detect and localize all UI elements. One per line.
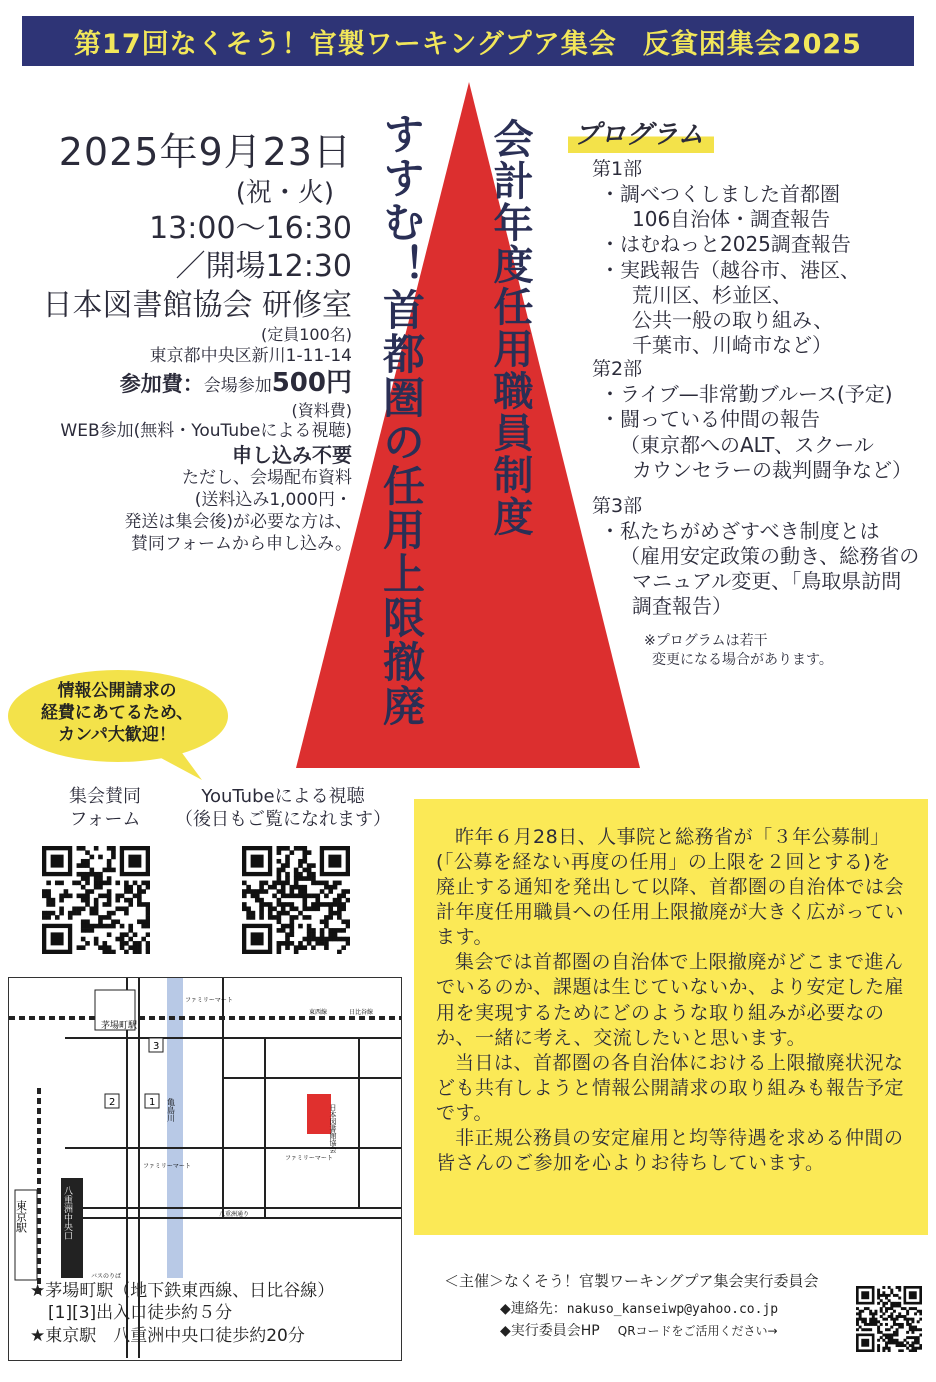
family-mart-3: ファミリーマート [285, 1155, 333, 1162]
form-qr-label [40, 786, 170, 831]
event-open-time: ／開場12:30 [175, 249, 352, 285]
event-address: 東京都中央区新川1-11-14 [149, 345, 352, 366]
youtube-qr-label-1: YouTubeによる視聴 [201, 786, 365, 807]
message-paragraph-1: 昨年６月28日、人事院と総務省が「３年公募制」(「公募を経ない再度の任用」の上限を２回とする)を廃止する通知を発出して以降、首都圏の自治体では会計年度任用職員への任用上限撤廃が大きく広がっています。 [436, 826, 905, 949]
hp-row [440, 1321, 860, 1343]
form-qr-label-1: 集会賛同 [69, 786, 141, 807]
youtube-qr-label [168, 786, 398, 831]
river-shape [167, 978, 183, 1278]
youtube-qr-code[interactable] [242, 846, 350, 954]
message-paragraph-3: 当日は、首都圏の各自治体における上限撤廃状況なども共有しようと情報公開請求の取り組みも報告予定です。 [436, 1051, 905, 1124]
tozai-line-label: 東西線 [309, 1009, 328, 1016]
access-line-3: ★東京駅 八重洲中央口徒歩約20分 [30, 1325, 305, 1346]
exit-2-label: 2 [109, 1097, 116, 1108]
program-item-cont: マニュアル変更、「鳥取県訪問 [632, 569, 902, 594]
venue-marker [307, 1094, 331, 1134]
program-item-cont: 調査報告） [632, 594, 732, 619]
event-venue: 日本図書館協会 研修室 [42, 287, 352, 323]
exit-3-label: 3 [153, 1041, 160, 1052]
program-part-1: 第1部 [592, 158, 643, 180]
no-application: 申し込み不要 [232, 442, 352, 467]
program-item-cont: 公共一般の取り組み、 [632, 307, 834, 332]
fee-amount: 500円 [271, 368, 352, 399]
hp-label: ◆実行委員会HP [500, 1322, 600, 1339]
program-item: ・調べつくしました首都圏 [600, 181, 840, 206]
organizer: ＜主催＞なくそう！官製ワーキングプア集会実行委員会 [444, 1272, 819, 1290]
river-label: 亀島川 [166, 1098, 176, 1122]
kayabacho-label: 茅場町駅 [101, 1021, 138, 1031]
access-line-2: [1][3]出入口徒歩約５分 [48, 1303, 233, 1324]
donation-line-1: 情報公開請求の [57, 681, 177, 701]
note-line-4: 賛同フォームから申し込み。 [130, 533, 352, 554]
donation-line-2: 経費にあてるため、 [40, 703, 194, 724]
event-capacity: (定員100名) [260, 325, 352, 345]
program-item: ・闘っている仲間の報告 [600, 407, 820, 432]
form-qr-code[interactable] [42, 846, 150, 954]
program-item-cont: （東京都へのALT、スクール [620, 432, 874, 457]
homepage-qr-code[interactable] [856, 1286, 922, 1352]
contact-row [440, 1299, 860, 1321]
program-item: ・実践報告（越谷市、港区、 [600, 257, 860, 282]
hibiya-line-label: 日比谷線 [349, 1009, 374, 1016]
contact-email[interactable]: nakuso_kanseiwp@yahoo.co.jp [566, 1302, 779, 1318]
fee-note: (資料費) [291, 400, 352, 420]
message-paragraph-4: 非正規公務員の安定雇用と均等待遇を求める仲間の皆さんのご参加を心よりお待ちしています。 [436, 1126, 904, 1175]
note-line-3: 発送は集会後)が必要な方は、 [124, 511, 352, 532]
program-item-cont: （雇用安定政策の動き、総務省の [620, 544, 920, 569]
web-participation: WEB参加(無料・YouTubeによる視聴) [60, 421, 352, 442]
banner-subtitle: 反貧困集会2025 [642, 28, 862, 60]
family-mart-2: ファミリーマート [143, 1163, 191, 1170]
qr-note: QRコードをご活用ください→ [617, 1323, 778, 1338]
program-list [592, 158, 932, 671]
donation-line-3: カンパ大歓迎！ [58, 725, 176, 746]
program-item: ・はむねっと2025調査報告 [600, 232, 851, 257]
footer [440, 1270, 860, 1343]
event-fee [10, 367, 352, 400]
headline-main: すすむ！首都圏の任用上限撤廃 [377, 112, 426, 728]
event-info [10, 128, 352, 555]
access-info [30, 1280, 334, 1347]
event-date: 2025年9月23日 [58, 130, 352, 174]
bus-stop-label: バスのりば [91, 1273, 122, 1280]
event-day-of-week: (祝・火) [235, 177, 334, 208]
program-part-2: 第2部 [592, 358, 643, 381]
program-item-cont: カウンセラーの裁判闘争など） [632, 457, 912, 482]
program-item: ・ライブ—非常勤ブルース(予定) [600, 382, 893, 407]
family-mart-1: ファミリーマート [185, 997, 233, 1004]
youtube-qr-label-2: （後日もご覧になれます） [175, 808, 391, 830]
program-item-cont: 千葉市、川崎市など） [632, 333, 832, 358]
fee-label: 参加費： [119, 372, 204, 397]
program-note-line-2: 変更になる場合があります。 [652, 652, 833, 669]
program-item: ・私たちがめざすべき制度とは [600, 518, 880, 543]
note-line-2: (送料込み1,000円・ [194, 490, 352, 511]
program-title: プログラム [568, 114, 714, 153]
program-part-3: 第3部 [592, 494, 643, 517]
yaesu-exit-label: 八重洲中央口 [62, 1186, 72, 1240]
headline-system: 会計年度任用職員制度 [487, 118, 533, 538]
program-note [592, 632, 932, 671]
access-line-1: ★茅場町駅（地下鉄東西線、日比谷線） [30, 1281, 335, 1301]
contact-label: ◆連絡先： [500, 1301, 567, 1318]
donation-message [12, 680, 222, 746]
message-paragraph-2: 集会では首都圏の自治体で上限撤廃がどこまで進んでいるのか、課題は生じていないか、より安定した雇用を実現するためにどのような取り組みが必要なのか、一緒に考え、交流したいと思います。 [436, 951, 905, 1049]
banner-title: 第17回なくそう！官製ワーキングプア集会 [74, 28, 617, 60]
message-box [414, 799, 928, 1235]
fee-venue: 会場参加 [203, 376, 272, 397]
program-note-line-1: ※プログラムは若干 [644, 632, 768, 649]
program-item-cont: 荒川区、杉並区、 [632, 282, 792, 307]
venue-label: 日本図書館協会 [329, 1104, 337, 1153]
form-qr-label-2: フォーム [69, 808, 141, 830]
program-item-cont: 106自治体・調査報告 [632, 207, 831, 232]
exit-1-label: 1 [149, 1097, 156, 1108]
note-line-1: ただし、会場配布資料 [182, 468, 352, 489]
yaesu-street-label: 八重洲通り [219, 1211, 250, 1218]
tokyo-station-label: 東京駅 [14, 1200, 28, 1233]
event-time: 13:00〜16:30 [149, 210, 352, 246]
